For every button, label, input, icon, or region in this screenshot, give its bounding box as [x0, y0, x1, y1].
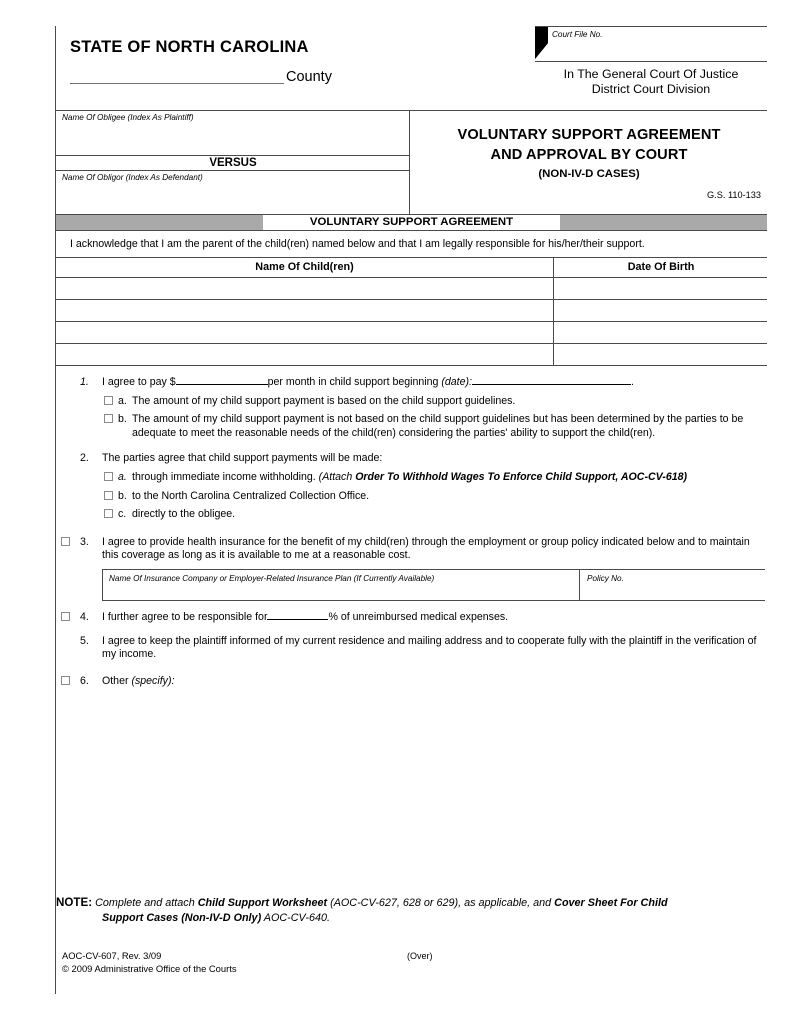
court-line-2: District Court Division [591, 81, 711, 96]
item-2-text: The parties agree that child support payments will be made: [102, 452, 383, 465]
children-table [56, 257, 767, 366]
item-1-text-a: I agree to pay $ [102, 376, 176, 388]
item-2c-text: directly to the obligee. [132, 508, 236, 521]
item-5-row [56, 635, 767, 662]
item-1a-letter: a. [118, 394, 127, 407]
item-6-row [56, 675, 767, 689]
child-name-cell[interactable] [56, 322, 554, 344]
form-subtitle: (NON-IV-D CASES) [538, 168, 640, 180]
item-1-number: 1. [80, 376, 89, 388]
item-4-text-b: % of unreimbursed medical expenses. [328, 610, 509, 623]
parties-block [56, 111, 410, 215]
note-block [56, 896, 767, 925]
item-1b-letter: b. [118, 413, 127, 426]
title-block [411, 111, 767, 215]
footer-over-label: (Over) [407, 951, 433, 961]
date-input-line[interactable] [472, 384, 631, 385]
child-name-cell[interactable] [56, 278, 554, 300]
obligee-field[interactable] [56, 111, 410, 156]
form-title [411, 125, 767, 165]
item-3-row [56, 536, 767, 563]
policy-no-field[interactable] [581, 570, 766, 600]
court-line-1: In The General Court Of Justice [563, 67, 739, 81]
insurance-name-field[interactable] [103, 570, 580, 600]
child-dob-cell[interactable] [555, 344, 767, 366]
note-text-3: AOC-CV-640. [261, 911, 330, 924]
note-text-1: Complete and attach [95, 897, 198, 909]
note-label: NOTE: [56, 896, 93, 909]
county-input-line[interactable] [70, 69, 284, 84]
checkbox-2a[interactable] [104, 472, 113, 481]
item-2b-text: to the North Carolina Centralized Collection Office. [132, 489, 370, 502]
county-row [70, 69, 332, 84]
item-6-specify: (specify): [131, 674, 175, 687]
checkbox-3[interactable] [61, 537, 70, 546]
item-1 [56, 376, 767, 440]
item-4-row [56, 611, 767, 625]
item-3-text: I agree to provide health insurance for the benefit of my child(ren) through the employment or group policy indicated below and to maintain this coverage as long as it is available to me at a reasonable cost. [102, 535, 750, 562]
item-2a-attach-open: (Attach [318, 470, 356, 483]
agreement-items [56, 366, 767, 688]
checkbox-2b[interactable] [104, 491, 113, 500]
form-footer [62, 950, 767, 975]
item-2b [56, 490, 767, 504]
acknowledgment-statement: I acknowledge that I am the parent of the child(ren) named below and that I am legally responsible for his/her/their support. [56, 230, 767, 257]
form-title-line-2: AND APPROVAL BY COURT [490, 147, 688, 163]
item-5 [56, 635, 767, 662]
footer-copyright: © 2009 Administrative Office of the Courts [62, 962, 237, 974]
item-2 [56, 452, 767, 521]
header-right [535, 26, 767, 110]
table-row [56, 278, 767, 300]
item-2c [56, 508, 767, 522]
item-6-text: Other [102, 674, 132, 687]
item-5-number: 5. [80, 634, 89, 647]
item-4-text-a: I further agree to be responsible for [102, 610, 268, 623]
item-2-row [56, 452, 767, 466]
item-1-text-b: per month in child support beginning [267, 376, 442, 388]
checkbox-6[interactable] [61, 676, 70, 685]
table-row [56, 300, 767, 322]
item-1a [56, 395, 767, 409]
obligor-field[interactable] [56, 171, 410, 215]
item-1b-text: The amount of my child support payment is not based on the child support guidelines but has been determined by the parties to be adequate to meet the reasonable needs of the child(ren) considering the parties' ability to support the child(ren). [132, 413, 744, 439]
note-text-2: (AOC-CV-627, 628 or 629), as applicable, and [327, 897, 555, 909]
child-dob-cell[interactable] [555, 322, 767, 344]
county-label: County [286, 69, 332, 85]
court-file-no-label: Court File No. [552, 30, 603, 39]
item-2b-letter: b. [118, 489, 127, 502]
children-table-header [56, 258, 767, 278]
item-4-number: 4. [80, 610, 89, 623]
item-5-text: I agree to keep the plaintiff informed of my current residence and mailing address and to cooperate fully with the plaintiff in the verification of my income. [102, 634, 757, 661]
form-header [56, 26, 767, 110]
child-name-cell[interactable] [56, 300, 554, 322]
policy-no-label: Policy No. [587, 573, 624, 583]
percent-input-line[interactable] [267, 619, 328, 620]
triangle-pointer-icon [535, 27, 548, 59]
amount-input-line[interactable] [176, 384, 268, 385]
form-frame [56, 26, 767, 693]
section-banner-label: VOLUNTARY SUPPORT AGREEMENT [263, 215, 560, 231]
obligor-label: Name Of Obligor (Index As Defendant) [62, 173, 203, 182]
child-name-cell[interactable] [56, 344, 554, 366]
item-3-number: 3. [80, 535, 89, 548]
insurance-name-label: Name Of Insurance Company or Employer-Related Insurance Plan (If Currently Available) [109, 573, 435, 583]
statute-reference: G.S. 110-133 [707, 190, 761, 200]
item-2a [56, 471, 767, 485]
item-6-number: 6. [80, 674, 89, 687]
checkbox-4[interactable] [61, 612, 70, 621]
court-division [535, 67, 767, 96]
item-4 [56, 611, 767, 625]
item-1b [56, 413, 767, 440]
table-row [56, 344, 767, 366]
versus-divider: VERSUS [56, 156, 410, 171]
obligee-label: Name Of Obligee (Index As Plaintiff) [62, 113, 194, 122]
note-form-worksheet: Child Support Worksheet [197, 897, 328, 909]
item-2a-attach-form: Order To Withhold Wages To Enforce Child Support, AOC-CV-618) [355, 470, 688, 483]
checkbox-1b[interactable] [104, 414, 113, 423]
court-file-no-box[interactable] [535, 27, 767, 62]
item-2-number: 2. [80, 452, 89, 465]
note-line-1 [56, 896, 767, 911]
column-header-name: Name Of Child(ren) [56, 258, 554, 278]
parties-title-block [56, 110, 767, 214]
insurance-info-box [102, 569, 765, 601]
header-left [56, 26, 410, 110]
item-2a-letter: a. [118, 470, 127, 483]
state-title: STATE OF NORTH CAROLINA [70, 38, 309, 56]
item-2a-text: through immediate income withholding. [132, 470, 319, 483]
item-6 [56, 675, 767, 689]
checkbox-2c[interactable] [104, 509, 113, 518]
item-1-row [56, 376, 767, 390]
note-line-2 [56, 911, 767, 926]
note-form-coversheet-1: Cover Sheet For Child [554, 897, 668, 909]
item-1-period: . [630, 376, 634, 388]
section-banner [56, 214, 767, 230]
item-1a-text: The amount of my child support payment is based on the child support guidelines. [132, 394, 516, 407]
item-2c-letter: c. [118, 508, 127, 521]
form-title-line-1: VOLUNTARY SUPPORT AGREEMENT [457, 127, 721, 143]
child-dob-cell[interactable] [555, 278, 767, 300]
note-form-coversheet-2: Support Cases (Non-IV-D Only) [102, 911, 262, 924]
child-dob-cell[interactable] [555, 300, 767, 322]
checkbox-1a[interactable] [104, 396, 113, 405]
footer-form-id: AOC-CV-607, Rev. 3/09 [62, 950, 162, 961]
table-row [56, 322, 767, 344]
column-header-dob: Date Of Birth [627, 261, 695, 273]
item-3 [56, 536, 767, 601]
item-1-date-label: (date): [441, 376, 472, 388]
